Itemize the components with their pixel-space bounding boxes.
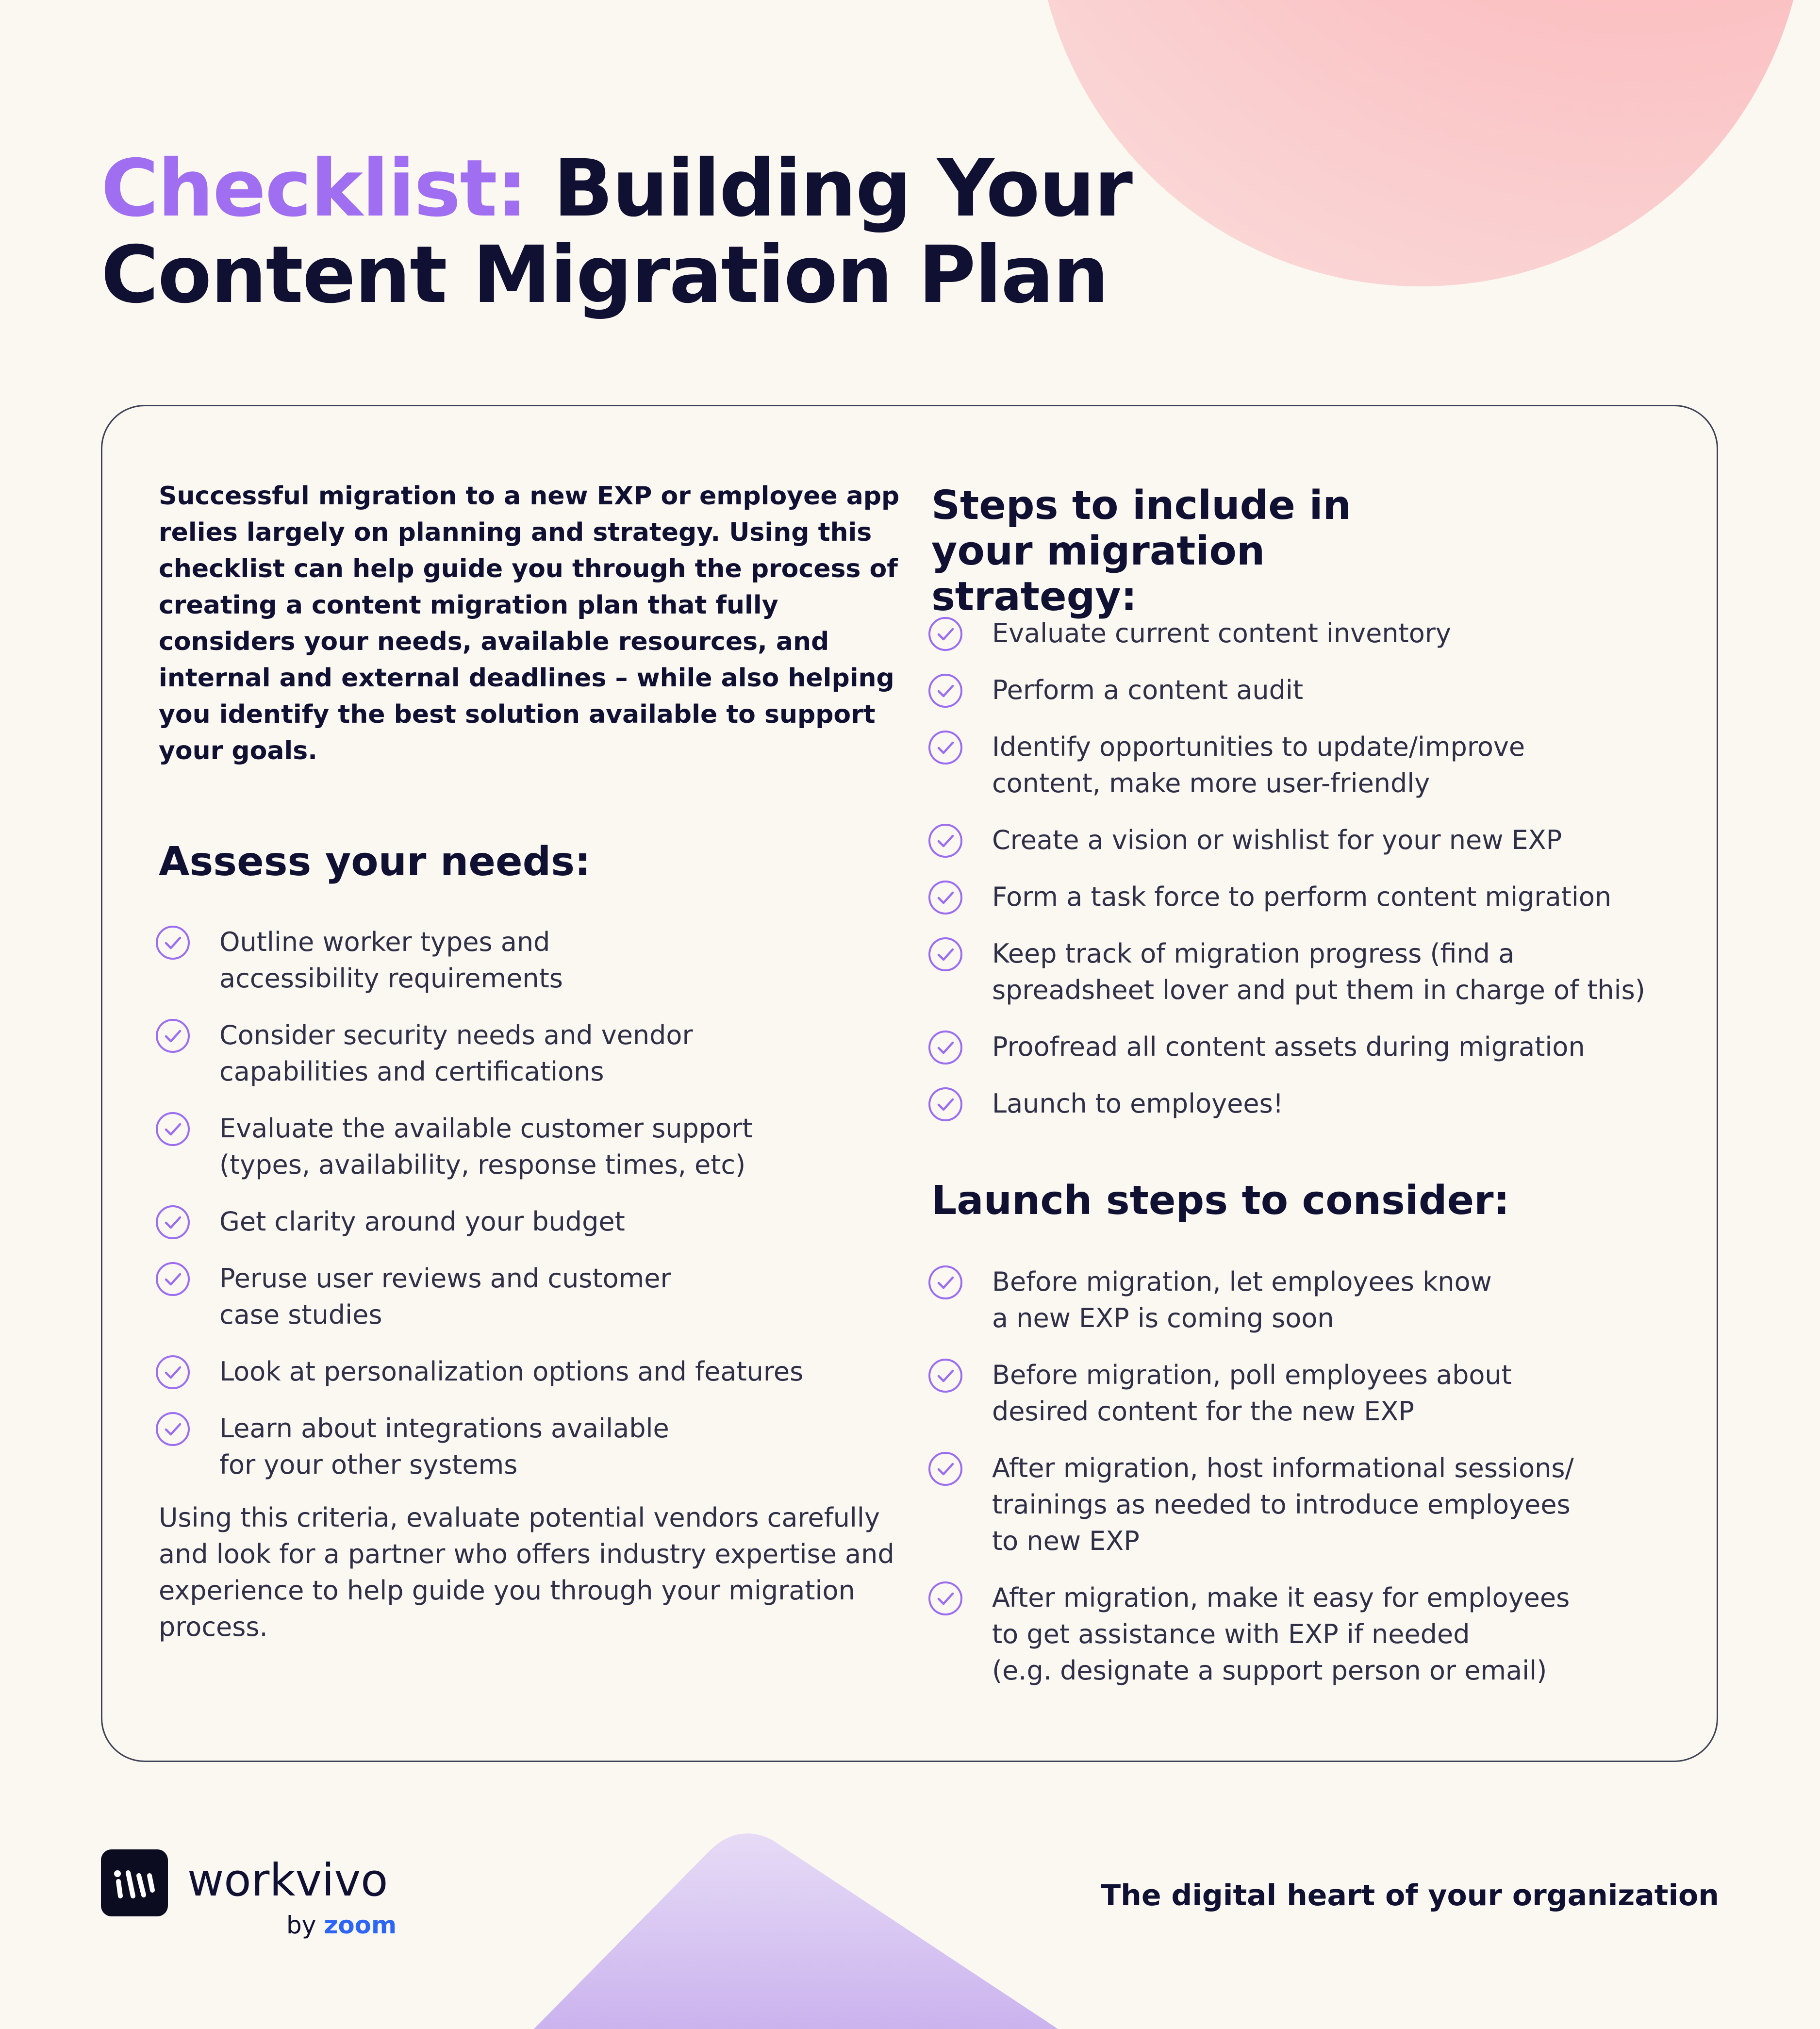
checklist-item [159, 1110, 935, 1183]
checklist-item [931, 1357, 1698, 1430]
workvivo-logo[interactable] [101, 1849, 412, 1942]
checklist-item-text: Evaluate the available customer support (types, availability, response times, etc) [219, 1113, 753, 1180]
check-circle-icon [155, 1204, 191, 1240]
checklist-item-text: Before migration, let employees know a new EXP is coming soon [992, 1266, 1492, 1333]
logo-zoom-text: zoom [324, 1911, 397, 1939]
check-circle-icon [927, 936, 963, 972]
checklist-item [931, 1085, 1698, 1122]
logo-wordmark: workvivo [187, 1854, 388, 1906]
launch-heading: Launch steps to consider: [931, 1178, 1510, 1224]
check-circle-icon [927, 673, 963, 709]
checklist-item [159, 1410, 935, 1483]
checklist-item-text: Consider security needs and vendor capabilities and certifications [219, 1020, 693, 1087]
checklist-item-text: Before migration, poll employees about desired content for the new EXP [992, 1360, 1512, 1427]
check-circle-icon [927, 1358, 963, 1394]
checklist-item-text: Create a vision or wishlist for your new EXP [992, 825, 1562, 855]
check-circle-icon [155, 1111, 191, 1147]
workvivo-logo-icon [101, 1849, 168, 1916]
checklist-item [931, 1264, 1698, 1336]
title-rest: Building Your [553, 143, 1132, 234]
checklist-item-text: Form a task force to perform content migration [992, 881, 1612, 912]
check-circle-icon [155, 1018, 191, 1054]
check-circle-icon [155, 1411, 191, 1447]
checklist-item [931, 879, 1698, 915]
assess-list [159, 924, 935, 1503]
title-line-2: Content Migration Plan [101, 230, 1108, 321]
checklist-item [931, 1029, 1698, 1065]
title-accent: Checklist: [101, 143, 527, 234]
checklist-item-text: Get clarity around your budget [219, 1206, 625, 1237]
launch-list [931, 1264, 1698, 1709]
checklist-item [931, 1580, 1698, 1689]
checklist-item-text: Peruse user reviews and customer case studies [219, 1263, 671, 1330]
checklist-item [159, 1017, 935, 1090]
check-circle-icon [927, 823, 963, 859]
logo-by-text: by [286, 1911, 316, 1939]
page-title [101, 143, 1132, 321]
check-circle-icon [927, 1451, 963, 1487]
check-circle-icon [927, 730, 963, 765]
check-circle-icon [155, 925, 191, 961]
checklist-item [159, 924, 935, 997]
checklist-card [101, 405, 1718, 1762]
checklist-item [931, 672, 1698, 708]
steps-list [931, 615, 1698, 1142]
checklist-item [159, 1203, 935, 1240]
check-circle-icon [927, 1580, 963, 1616]
footer-tagline: The digital heart of your organization [1101, 1879, 1719, 1913]
checklist-item [159, 1353, 935, 1390]
check-circle-icon [155, 1354, 191, 1390]
decorative-pink-circle [1035, 0, 1806, 286]
checklist-item-text: Identify opportunities to update/improve content, make more user-friendly [992, 732, 1525, 798]
checklist-item [931, 822, 1698, 858]
checklist-item [931, 729, 1698, 801]
checklist-item-text: Learn about integrations available for your other systems [219, 1413, 669, 1480]
checklist-item-text: After migration, host informational sessions/ trainings as needed to introduce employees to new EXP [992, 1453, 1574, 1556]
checklist-item-text: Perform a content audit [992, 675, 1304, 705]
check-circle-icon [927, 1264, 963, 1300]
intro-paragraph: Successful migration to a new EXP or employee app relies largely on planning and strategy. Using this checklist can help guide you through the process of creating a content migration plan that fully considers your needs, available resources, and internal and external deadlines – while also helping you identify the best solution available to support your goals. [159, 482, 900, 765]
checklist-item-text: Launch to employees! [992, 1088, 1284, 1119]
steps-heading: Steps to include in your migration strategy: [931, 482, 1351, 620]
check-circle-icon [155, 1261, 191, 1297]
checklist-item-text: Keep track of migration progress (find a spreadsheet lover and put them in charge of this) [992, 938, 1645, 1005]
assess-heading: Assess your needs: [159, 839, 591, 885]
checklist-item-text: Outline worker types and accessibility requirements [219, 927, 563, 994]
check-circle-icon [927, 616, 963, 652]
checklist-item-text: Look at personalization options and features [219, 1356, 804, 1387]
checklist-item [931, 1450, 1698, 1559]
checklist-item [159, 1260, 935, 1333]
checklist-item-text: After migration, make it easy for employees to get assistance with EXP if needed (e.g. designate a support person or email) [992, 1582, 1570, 1686]
closing-paragraph: Using this criteria, evaluate potential vendors carefully and look for a partner who offers industry expertise and experience to help guide you through your migration process. [159, 1502, 894, 1642]
check-circle-icon [927, 880, 963, 915]
logo-byline [286, 1912, 397, 1939]
checklist-item [931, 615, 1698, 651]
check-circle-icon [927, 1086, 963, 1122]
checklist-item [931, 935, 1698, 1008]
check-circle-icon [927, 1030, 963, 1065]
checklist-item-text: Proofread all content assets during migration [992, 1031, 1585, 1062]
decorative-lavender-triangle [534, 1825, 1058, 2029]
checklist-item-text: Evaluate current content inventory [992, 618, 1451, 649]
